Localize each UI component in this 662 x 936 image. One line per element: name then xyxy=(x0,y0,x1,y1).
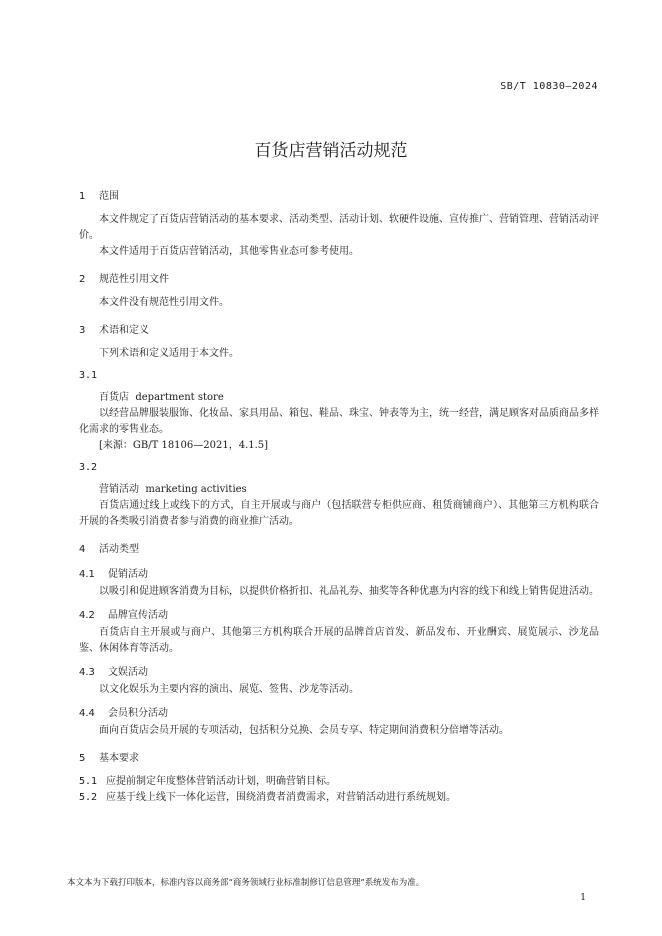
section-4-1-text: 以吸引和促进顾客消费为目标，以提供价格折扣、礼品礼券、抽奖等各种优惠为内容的线下和线上销售促进活动。 xyxy=(99,586,599,597)
term-3-2-title: 营销活动 marketing activities xyxy=(99,484,247,495)
section-2-heading: 2 规范性引用文件 xyxy=(79,274,169,285)
section-3-heading: 3 术语和定义 xyxy=(79,325,149,336)
term-3-2-definition: 百货店通过线上或线下的方式，自主开展或与商户（包括联营专柜供应商、租赁商铺商户）、其他第三方机构联合开展的各类吸引消费者参与消费的商业推广活动。 xyxy=(79,500,599,527)
download-footnote: 本文本为下载打印版本，标准内容以商务部“商务领域行业标准制修订信息管理”系统发布为准。 xyxy=(67,878,425,888)
document-body xyxy=(79,187,599,806)
term-3-1-definition: 以经营品牌服装服饰、化妆品、家具用品、箱包、鞋品、珠宝、钟表等为主，统一经营，满足顾客对品质商品多样化需求的零售业态。 xyxy=(79,408,599,435)
section-4-2-text: 百货店自主开展或与商户、其他第三方机构联合开展的品牌首店首发、新品发布、开业酬宾、展览展示、沙龙品鉴、休闲体育等活动。 xyxy=(79,627,599,654)
section-4-1-heading: 4.1 促销活动 xyxy=(79,569,148,580)
section-4-4-heading: 4.4 会员积分活动 xyxy=(79,708,168,719)
section-1-paragraph-2: 本文件适用于百货店营销活动，其他零售业态可参考使用。 xyxy=(99,246,359,257)
section-1-paragraph-1: 本文件规定了百货店营销活动的基本要求、活动类型、活动计划、软硬件设施、宣传推广、营销管理、营销活动评价。 xyxy=(79,214,599,241)
section-3-paragraph: 下列术语和定义适用于本文件。 xyxy=(99,348,239,359)
section-4-3-heading: 4.3 文娱活动 xyxy=(79,667,148,678)
section-5-heading: 5 基本要求 xyxy=(79,753,139,764)
term-3-1-number: 3.1 xyxy=(79,370,98,381)
term-3-1-title: 百货店 department store xyxy=(99,392,224,403)
section-4-4-text: 面向百货店会员开展的专项活动，包括积分兑换、会员专享、特定期间消费积分倍增等活动。 xyxy=(99,725,509,736)
section-4-3-text: 以文化娱乐为主要内容的演出、展览、签售、沙龙等活动。 xyxy=(99,684,359,695)
term-3-1-source: [来源：GB/T 18106—2021，4.1.5] xyxy=(99,440,269,451)
section-2-paragraph: 本文件没有规范性引用文件。 xyxy=(99,297,229,308)
standard-number: SB/T 10830—2024 xyxy=(500,81,598,92)
term-3-2-number: 3.2 xyxy=(79,462,98,473)
requirement-5-1: 5.1 应提前制定年度整体营销活动计划，明确营销目标。 xyxy=(79,776,336,787)
document-title: 百货店营销活动规范 xyxy=(254,141,408,161)
requirement-5-2: 5.2 应基于线上线下一体化运营，围绕消费者消费需求，对营销活动进行系统规划。 xyxy=(79,792,456,803)
page-number: 1 xyxy=(580,893,586,903)
section-4-2-heading: 4.2 品牌宣传活动 xyxy=(79,610,168,621)
section-1-heading: 1 范围 xyxy=(79,191,119,202)
section-4-heading: 4 活动类型 xyxy=(79,544,139,555)
